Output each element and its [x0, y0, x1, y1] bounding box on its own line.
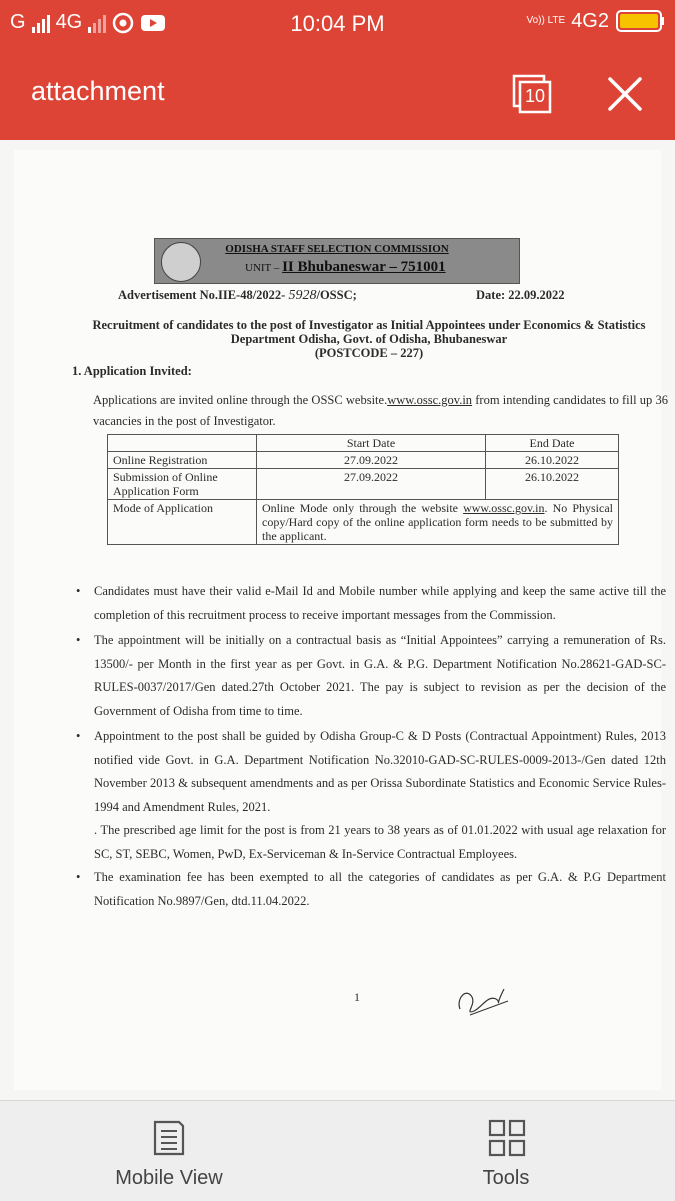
mobile-view-label: Mobile View — [115, 1167, 223, 1189]
app-title: attachment — [31, 76, 165, 106]
table-cell: 26.10.2022 — [486, 452, 619, 469]
document-page — [14, 150, 668, 1090]
section-paragraph: Applications are invited online through the OSSC website.www.ossc.gov.in from intending candidates to fill up 36 vacancies in the post of Investigator. — [93, 393, 668, 428]
mobile-view-button[interactable] — [69, 1101, 269, 1201]
subject: Recruitment of candidates to the post of Investigator as Initial Appointees under Economics & Statistics Department Odisha, Govt. of Odisha, Bhubaneswar (POSTCODE – 227) — [92, 318, 646, 360]
document-viewer[interactable] — [0, 140, 675, 1100]
tools-button[interactable] — [406, 1101, 606, 1201]
table-cell: Online Mode only through the website www.ossc.gov.in. No Physical copy/Hard copy of the online application form needs to be submitted by the applicant. — [257, 500, 619, 545]
grid-icon — [488, 1119, 526, 1157]
table-cell — [108, 435, 257, 452]
dates-table — [107, 434, 619, 545]
advertisement-date: Date: 22.09.2022 — [476, 288, 565, 302]
battery-icon — [615, 9, 665, 33]
tools-label: Tools — [482, 1167, 530, 1189]
list-item: • The examination fee has been exempted to all the categories of candidates as per G.A. & P.G Department Notification No.9897/Gen, dtd.11.04.2022. — [76, 870, 666, 908]
ossc-link[interactable]: www.ossc.gov.in — [387, 393, 473, 407]
org-name: ODISHA STAFF SELECTION COMMISSION — [225, 243, 449, 255]
app-bar — [0, 46, 675, 140]
signature — [452, 975, 512, 1020]
status-time: 10:04 PM — [290, 11, 385, 36]
bullet-list — [74, 580, 666, 913]
bottom-bar — [0, 1100, 675, 1201]
unit-line: UNIT – II Bhubaneswar – 751001 — [245, 259, 446, 275]
document-list-icon — [151, 1119, 187, 1157]
volte-label: Vo)) LTE — [526, 15, 566, 26]
table-row — [108, 452, 619, 469]
table-cell: End Date — [486, 435, 619, 452]
table-row — [108, 469, 619, 500]
status-right — [526, 9, 665, 33]
table-cell: Online Registration — [108, 452, 257, 469]
table-cell: Submission of Online Application Form — [108, 469, 257, 500]
table-cell: 27.09.2022 — [257, 469, 486, 500]
section-title: 1. Application Invited: — [72, 364, 192, 378]
list-item: • Appointment to the post shall be guided by Odisha Group-C & D Posts (Contractual Appointment) Rules, 2013 notified vide Govt. in G.A. Department Notification No.32010-GAD-SC-RULES-0009-2013-/Gen dated 12th November 2013 & subsequent amendments and as per Orissa Subordinate Statistics and Economic Service Rules-1994 and Amendment Rules, 2021. — [76, 729, 666, 814]
network2-label: 4G2 — [571, 9, 609, 32]
advertisement-number: Advertisement No.IIE-48/2022- 5928/OSSC; — [118, 288, 357, 303]
page-number: 1 — [354, 990, 360, 1004]
tabs-count-icon[interactable] — [512, 74, 552, 114]
list-item: • Candidates must have their valid e-Mail Id and Mobile number while applying and keep the same active till the completion of this recruitment process to receive important messages from the Commission. — [76, 584, 666, 622]
letterhead — [154, 238, 520, 284]
table-cell: Mode of Application — [108, 500, 257, 545]
carrier-label: G — [10, 11, 26, 33]
list-item: • The appointment will be initially on a contractual basis as “Initial Appointees” carrying a remuneration of Rs. 13500/- per Month in the first year as per Govt. in G.A. & P.G. Department Notification No.28621-GAD-SC-RULES-0037/2017/Gen dated.27th October 2021. The pay is subject to revision as per the decision of the Government of Odisha from time to time. — [76, 633, 666, 718]
status-bar — [0, 0, 675, 46]
table-row — [108, 500, 619, 545]
table-header-row — [108, 435, 619, 452]
network-label: 4G — [55, 11, 83, 33]
table-cell: 26.10.2022 — [486, 469, 619, 500]
list-item-sub: . The prescribed age limit for the post is from 21 years to 38 years as of 01.01.2022 with usual age relaxation for SC, ST, SEBC, Women, PwD, Ex-Serviceman & In-Service Contractual Employees. — [94, 823, 666, 861]
tabs-count: 10 — [524, 86, 546, 106]
table-cell: 27.09.2022 — [257, 452, 486, 469]
table-cell: Start Date — [257, 435, 486, 452]
close-icon[interactable] — [607, 76, 643, 112]
